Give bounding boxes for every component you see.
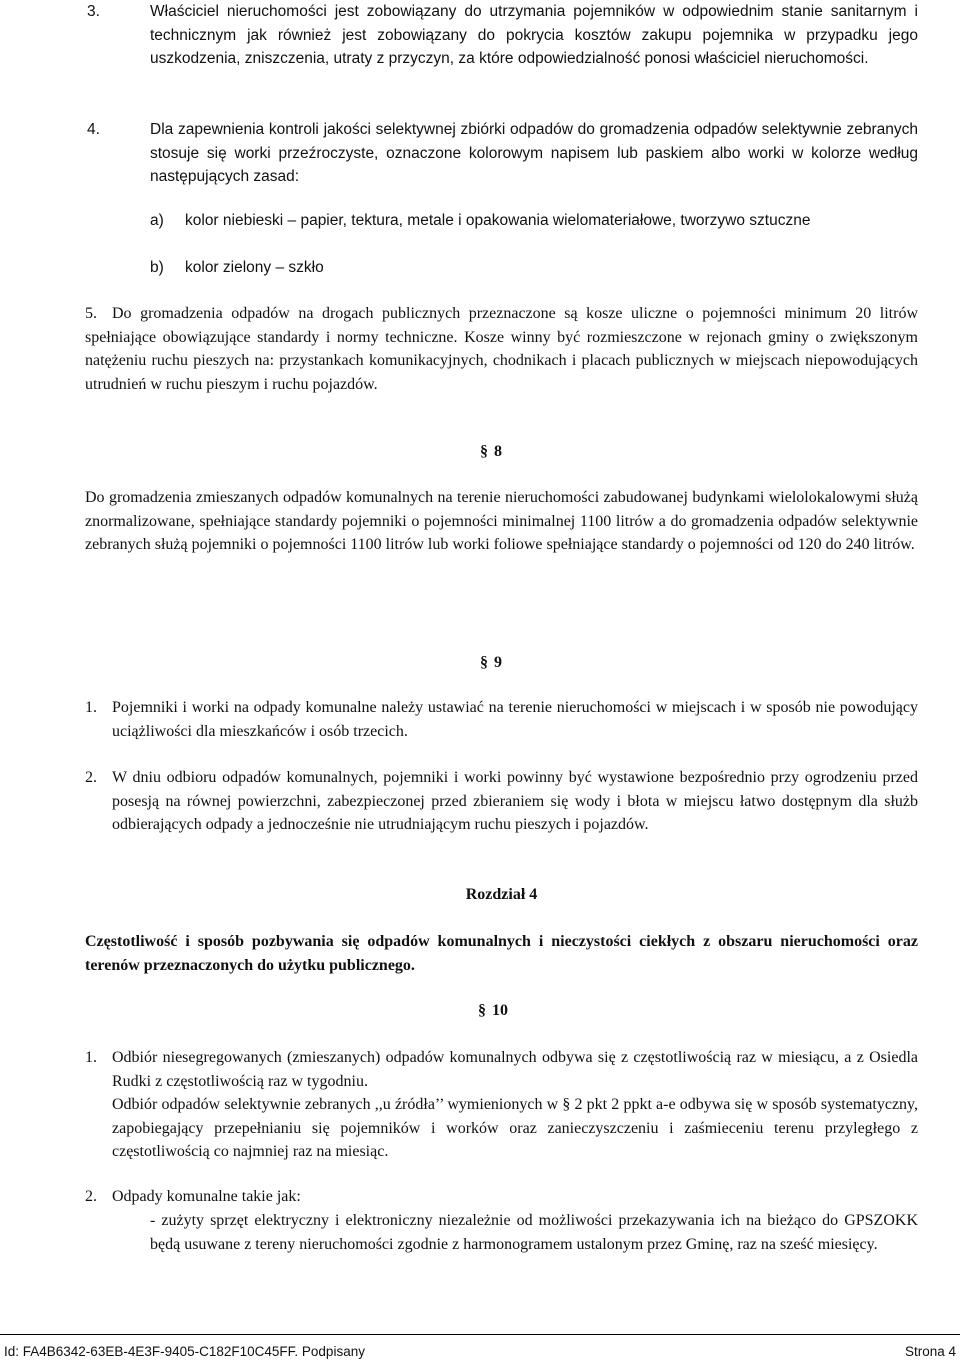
section-9-item-2-text: W dniu odbioru odpadów komunalnych, pojemniki i worki powinny być wystawione bezpośrednio przy ogrodzeniu przed posesją na równej powierzchni, zabezpieczonej przed zbieraniem się wody i błota w miejscu łatwo dostępnym dla służb odbierających odpady a jednocześnie nie utrudniającym ruchu pieszych i pojazdów. (112, 769, 918, 833)
section-number: 9 (494, 654, 502, 671)
section-10-item-2-dash: - zużyty sprzęt elektryczny i elektroniczny niezależnie od możliwości przekazywania ich na bieżąco do GPSZOKK będą usuwane z tereny nieruchomości zgodnie z harmonogramem ustalonym przez Gminę, raz na sześć miesięcy. (150, 1212, 918, 1253)
list-item-b-text: kolor zielony – szkło (185, 259, 324, 276)
paragraph-5-number: 5. (85, 305, 97, 322)
paragraph-3-text: Właściciel nieruchomości jest zobowiązany do utrzymania pojemników w odpowiednim stanie sanitarnym i technicznym jak również jest zobowiązany do pokrycia kosztów zakupu pojemnika w przypadku jego uszkodzenia, zniszczenia, utraty z przyczyn, za które odpowiedzialność ponosi właściciel nieruchomości. (150, 3, 918, 67)
chapter-subtitle: Częstotliwość i sposób pozbywania się odpadów komunalnych i nieczystości ciekłych z obszaru nieruchomości oraz terenów przeznaczonych do użytku publicznego. (85, 933, 918, 974)
section-10-item-1-text-2: Odbiór odpadów selektywnie zebranych ,,u źródła’’ wymienionych w § 2 pkt 2 ppkt a-e odbywa się w sposób systematyczny, zapobiegający przepełnianiu się pojemników i worków oraz zanieczyszczeniu i zaśmieceniu terenu przyległego z częstotliwością co najmniej raz na miesiąc. (112, 1096, 918, 1160)
paragraph-5-text: Do gromadzenia odpadów na drogach publicznych przeznaczone są kosze uliczne o pojemności minimum 20 litrów spełniające obowiązujące standardy i normy techniczne. Kosze winny być rozmieszczone w rejonach gminy o zwiększonym natężeniu ruchu pieszych na: przystankach komunikacyjnych, chodnikach i placach publicznych w miejscach niepowodujących utrudnień w ruchu pieszym i ruchu pojazdów. (85, 305, 918, 393)
section-symbol: § (480, 654, 488, 671)
chapter-title: Rozdział 4 (465, 886, 538, 903)
page-footer (0, 1334, 960, 1367)
document-id: Id: FA4B6342-63EB-4E3F-9405-C182F10C45FF. Podpisany (4, 1344, 365, 1359)
section-9-item-2-number: 2. (85, 769, 97, 786)
section-8-text: Do gromadzenia zmieszanych odpadów komunalnych na terenie nieruchomości zabudowanej budynkami wielolokalowymi służą znormalizowane, spełniające standardy pojemniki o pojemności minimalnej 1100 litrów a do gromadzenia odpadów selektywnie zebranych służą pojemniki o pojemności 1100 litrów lub worki foliowe spełniające standardy o pojemności od 120 do 240 litrów. (85, 489, 918, 553)
section-symbol: § (478, 1002, 486, 1019)
paragraph-3-number: 3. (87, 3, 100, 20)
section-8-heading (480, 440, 540, 464)
section-10-heading (478, 999, 548, 1023)
section-10-item-1-number: 1. (85, 1049, 97, 1066)
section-10-item-1-text: Odbiór niesegregowanych (zmieszanych) odpadów komunalnych odbywa się z częstotliwością raz w miesiącu, a z Osiedla Rudki z częstotliwością raz w tygodniu. (112, 1049, 918, 1090)
list-item-b-label: b) (150, 259, 164, 276)
section-number: 8 (494, 443, 502, 460)
paragraph-4-body: Dla zapewnienia kontroli jakości selektywnej zbiórki odpadów do gromadzenia odpadów selektywnie zebranych stosuje się worki przeźroczyste, oznaczone kolorowym napisem lub paskiem albo worki w kolorze według następujących zasad: (150, 121, 918, 185)
section-9-heading (480, 651, 540, 675)
section-10-item-2-number: 2. (85, 1188, 97, 1205)
page-number: Strona 4 (904, 1344, 956, 1359)
section-symbol: § (480, 443, 488, 460)
list-item-a-label: a) (150, 212, 164, 229)
paragraph-4-number: 4. (87, 121, 100, 138)
section-number: 10 (492, 1002, 508, 1019)
section-9-item-1-number: 1. (85, 699, 97, 716)
section-9-item-1-text: Pojemniki i worki na odpady komunalne należy ustawiać na terenie nieruchomości w miejscach i w sposób nie powodujący uciążliwości dla mieszkańców i osób trzecich. (112, 699, 918, 740)
list-item-a-text: kolor niebieski – papier, tektura, metale i opakowania wielomateriałowe, tworzywo sztuczne (185, 212, 811, 229)
paragraph-4-text (150, 118, 918, 189)
section-10-item-2-text: Odpady komunalne takie jak: (112, 1188, 301, 1205)
